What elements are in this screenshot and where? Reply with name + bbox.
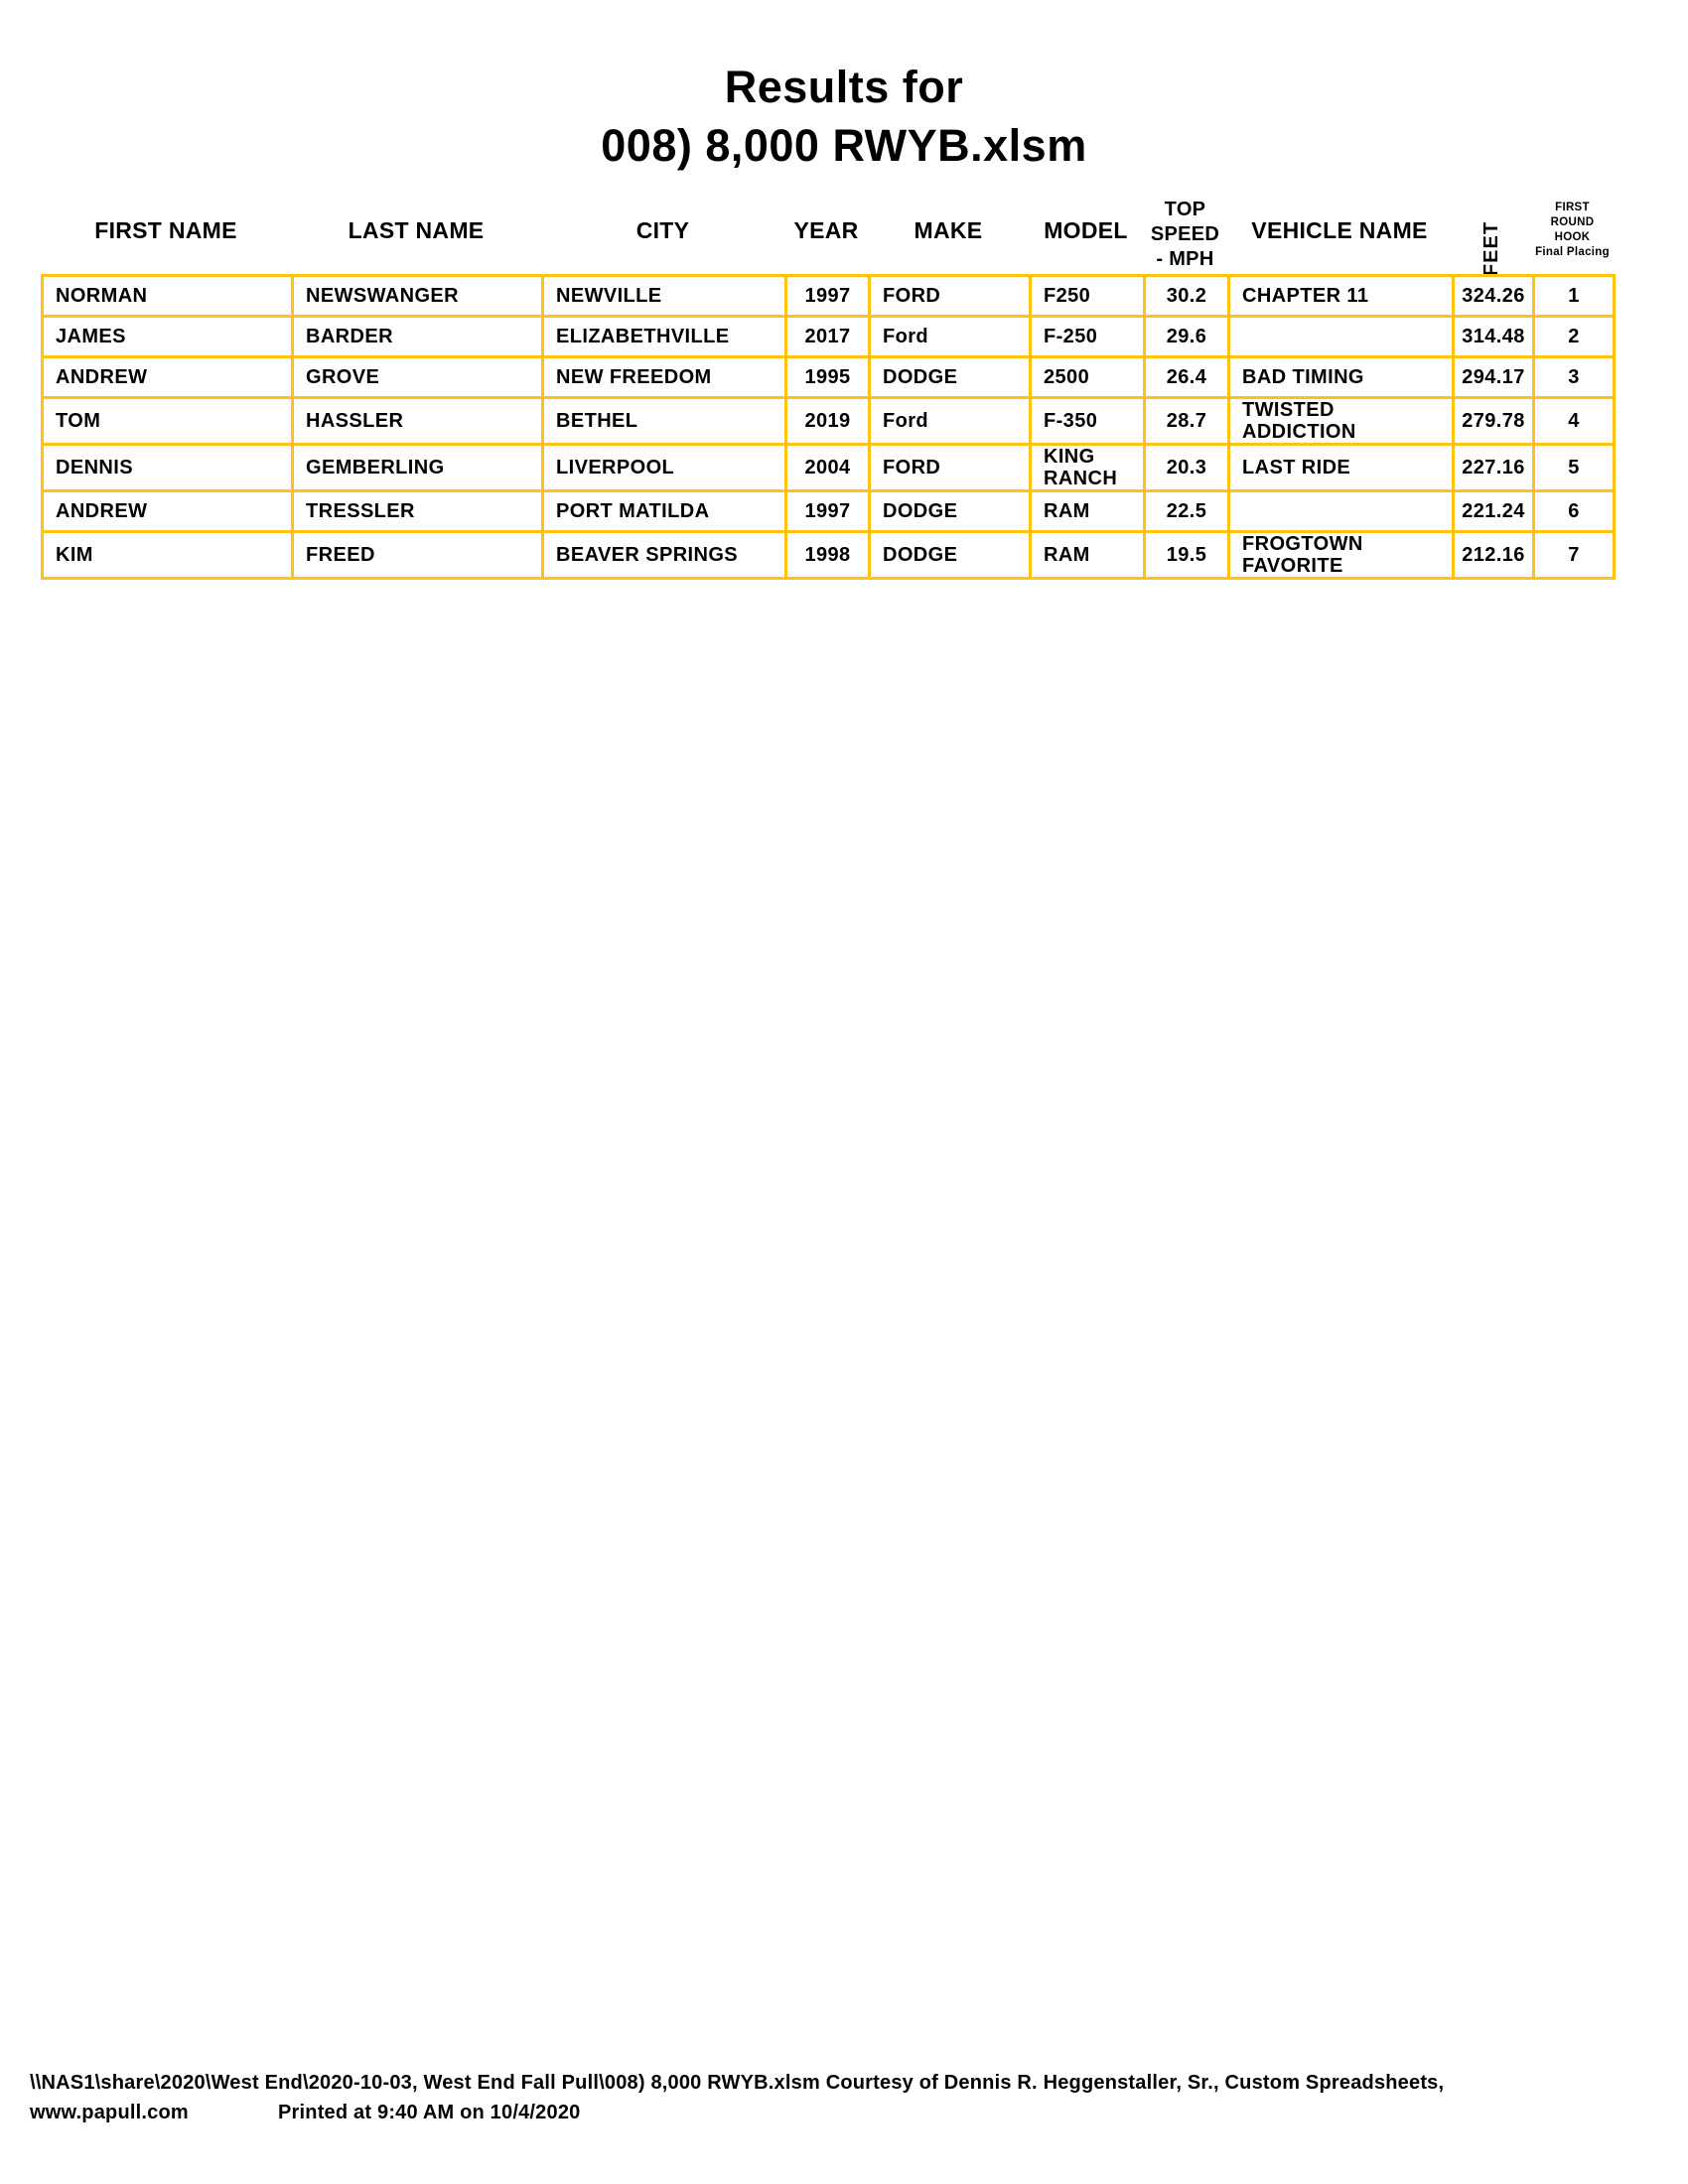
cell-first-name: ANDREW (43, 357, 293, 398)
cell-feet: 212.16 (1454, 532, 1534, 579)
cell-first-name: KIM (43, 532, 293, 579)
cell-city: PORT MATILDA (543, 491, 786, 532)
column-header-top-speed: TOP SPEED - MPH (1150, 199, 1220, 270)
table-row (43, 276, 1615, 317)
cell-city: ELIZABETHVILLE (543, 317, 786, 357)
page-title-line2: 008) 8,000 RWYB.xlsm (601, 120, 1087, 171)
cell-year: 1995 (786, 357, 870, 398)
cell-first-name: TOM (43, 398, 293, 445)
cell-top-speed: 26.4 (1145, 357, 1229, 398)
results-table (41, 274, 1616, 580)
table-row (43, 398, 1615, 445)
page-title-line1: Results for (724, 62, 964, 112)
cell-placing: 7 (1534, 532, 1615, 579)
cell-year: 2019 (786, 398, 870, 445)
cell-make: DODGE (870, 491, 1031, 532)
cell-top-speed: 29.6 (1145, 317, 1229, 357)
cell-first-name: ANDREW (43, 491, 293, 532)
table-row (43, 317, 1615, 357)
table-row (43, 357, 1615, 398)
column-header-model: MODEL (1044, 217, 1128, 243)
table-row (43, 445, 1615, 491)
cell-vehicle-name: CHAPTER 11 (1229, 276, 1454, 317)
cell-city: NEW FREEDOM (543, 357, 786, 398)
cell-year: 1997 (786, 276, 870, 317)
cell-vehicle-name: TWISTED ADDICTION (1229, 398, 1454, 445)
cell-first-name: DENNIS (43, 445, 293, 491)
cell-model: F250 (1031, 276, 1145, 317)
cell-placing: 6 (1534, 491, 1615, 532)
cell-model: RAM (1031, 532, 1145, 579)
footer-file-path: \\NAS1\share\2020\West End\2020-10-03, West End Fall Pull\008) 8,000 RWYB.xlsm Courtesy of Dennis R. Heggenstaller, Sr., Custom Spreadsheets, (30, 2072, 1445, 2094)
cell-last-name: TRESSLER (293, 491, 543, 532)
cell-last-name: NEWSWANGER (293, 276, 543, 317)
cell-top-speed: 30.2 (1145, 276, 1229, 317)
footer-website: www.papull.com (30, 2102, 189, 2123)
cell-model: F-250 (1031, 317, 1145, 357)
cell-make: DODGE (870, 357, 1031, 398)
cell-vehicle-name (1229, 491, 1454, 532)
cell-city: BETHEL (543, 398, 786, 445)
column-header-city: CITY (635, 217, 690, 243)
cell-last-name: HASSLER (293, 398, 543, 445)
cell-top-speed: 22.5 (1145, 491, 1229, 532)
cell-top-speed: 20.3 (1145, 445, 1229, 491)
cell-vehicle-name: FROGTOWN FAVORITE (1229, 532, 1454, 579)
cell-first-name: NORMAN (43, 276, 293, 317)
cell-vehicle-name: LAST RIDE (1229, 445, 1454, 491)
cell-feet: 221.24 (1454, 491, 1534, 532)
page-title (0, 58, 1688, 175)
column-header-vehicle-name: VEHICLE NAME (1251, 217, 1428, 243)
column-header-first-name: FIRST NAME (94, 217, 237, 243)
cell-vehicle-name (1229, 317, 1454, 357)
table-row (43, 532, 1615, 579)
cell-make: DODGE (870, 532, 1031, 579)
cell-city: LIVERPOOL (543, 445, 786, 491)
cell-first-name: JAMES (43, 317, 293, 357)
page-footer (30, 2068, 1658, 2127)
cell-placing: 4 (1534, 398, 1615, 445)
cell-make: FORD (870, 276, 1031, 317)
cell-feet: 324.26 (1454, 276, 1534, 317)
cell-feet: 227.16 (1454, 445, 1534, 491)
cell-model: RAM (1031, 491, 1145, 532)
cell-feet: 294.17 (1454, 357, 1534, 398)
cell-model: KING RANCH (1031, 445, 1145, 491)
column-header-last-name: LAST NAME (348, 217, 485, 243)
cell-year: 2017 (786, 317, 870, 357)
cell-model: 2500 (1031, 357, 1145, 398)
footer-printed-at: Printed at 9:40 AM on 10/4/2020 (278, 2102, 581, 2123)
cell-year: 1997 (786, 491, 870, 532)
column-header-make: MAKE (914, 217, 983, 243)
cell-last-name: GROVE (293, 357, 543, 398)
cell-placing: 3 (1534, 357, 1615, 398)
footer-line2 (30, 2098, 1658, 2127)
column-header-feet: FEET (1480, 220, 1502, 277)
column-header-first-round-hook: FIRST ROUND HOOK Final Placing (1535, 202, 1610, 258)
cell-placing: 5 (1534, 445, 1615, 491)
cell-top-speed: 19.5 (1145, 532, 1229, 579)
cell-last-name: FREED (293, 532, 543, 579)
cell-last-name: GEMBERLING (293, 445, 543, 491)
cell-placing: 1 (1534, 276, 1615, 317)
cell-model: F-350 (1031, 398, 1145, 445)
cell-make: Ford (870, 398, 1031, 445)
column-header-year: YEAR (793, 217, 859, 243)
cell-last-name: BARDER (293, 317, 543, 357)
cell-feet: 279.78 (1454, 398, 1534, 445)
cell-year: 1998 (786, 532, 870, 579)
cell-city: NEWVILLE (543, 276, 786, 317)
cell-feet: 314.48 (1454, 317, 1534, 357)
cell-make: Ford (870, 317, 1031, 357)
cell-city: BEAVER SPRINGS (543, 532, 786, 579)
cell-placing: 2 (1534, 317, 1615, 357)
cell-top-speed: 28.7 (1145, 398, 1229, 445)
cell-year: 2004 (786, 445, 870, 491)
table-header-row (41, 182, 1613, 277)
cell-make: FORD (870, 445, 1031, 491)
cell-vehicle-name: BAD TIMING (1229, 357, 1454, 398)
table-row (43, 491, 1615, 532)
